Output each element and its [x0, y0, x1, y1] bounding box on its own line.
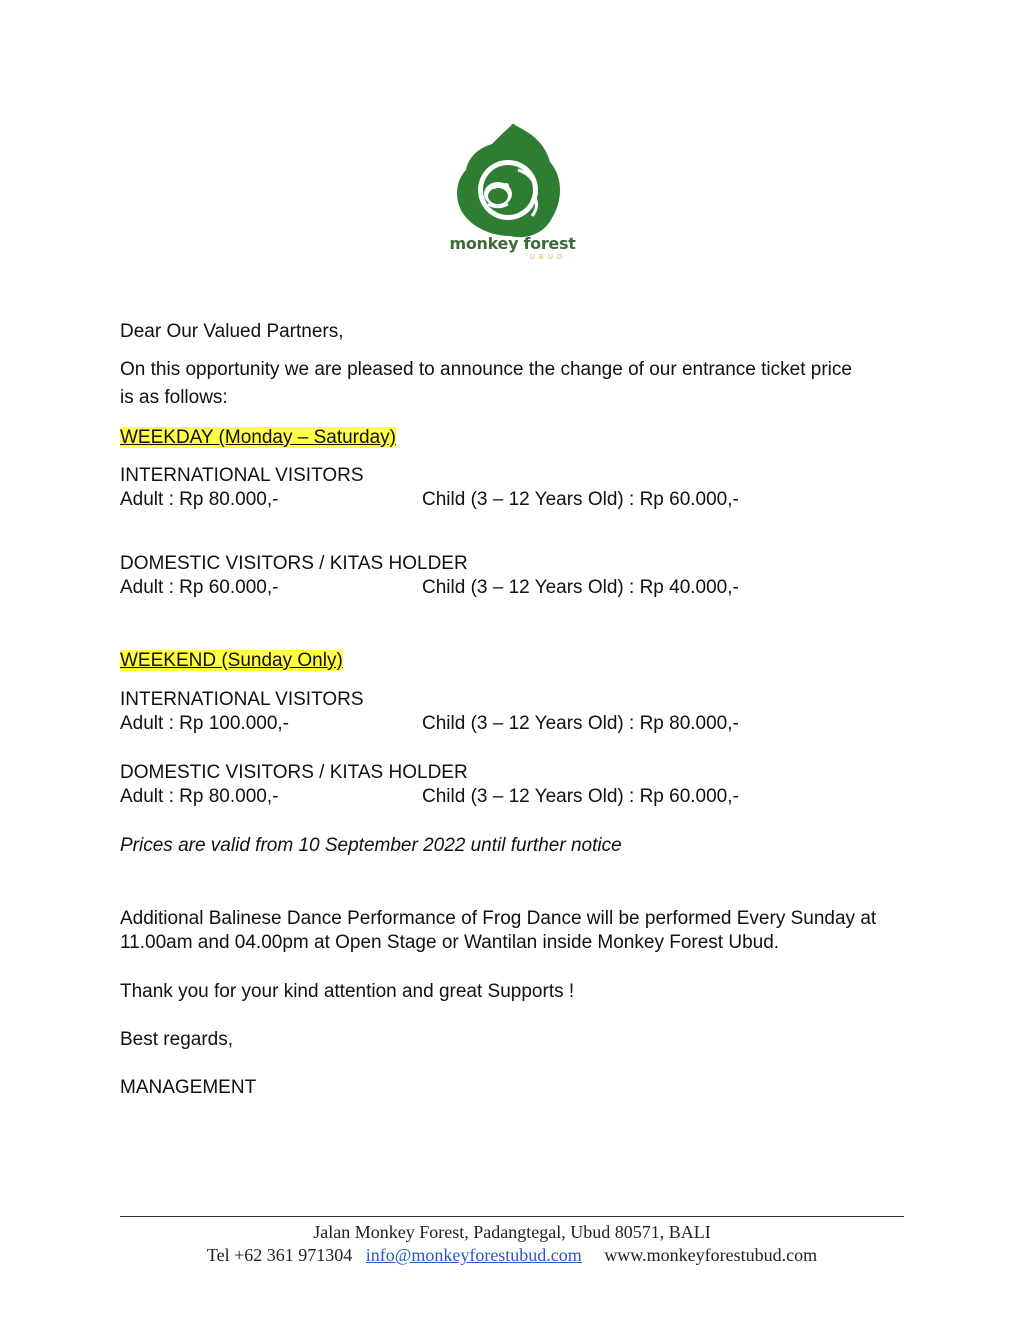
weekend-international-adult: Adult : Rp 100.000,- [120, 713, 289, 734]
weekday-domestic-title: DOMESTIC VISITORS / KITAS HOLDER [120, 553, 468, 574]
closing: Best regards, [120, 1029, 233, 1050]
weekday-heading-text: WEEKDAY (Monday – Saturday) [120, 427, 396, 448]
weekday-international-child: Child (3 – 12 Years Old) : Rp 60.000,- [422, 489, 739, 510]
weekday-domestic-child: Child (3 – 12 Years Old) : Rp 40.000,- [422, 577, 739, 598]
thanks-line: Thank you for your kind attention and great Supports ! [120, 981, 575, 1002]
footer-email-link[interactable]: info@monkeyforestubud.com [365, 1245, 582, 1265]
weekend-domestic-title: DOMESTIC VISITORS / KITAS HOLDER [120, 762, 468, 783]
weekend-heading [120, 649, 343, 673]
intro-line-2: is as follows: [120, 387, 228, 408]
weekend-domestic-adult: Adult : Rp 80.000,- [120, 786, 279, 807]
weekday-domestic-adult: Adult : Rp 60.000,- [120, 577, 279, 598]
weekday-heading [120, 426, 396, 450]
validity-note: Prices are valid from 10 September 2022 until further notice [120, 835, 622, 856]
dance-line-1: Additional Balinese Dance Performance of Frog Dance will be performed Every Sunday at [120, 908, 877, 929]
greeting: Dear Our Valued Partners, [120, 321, 344, 342]
weekend-heading-text: WEEKEND (Sunday Only) [120, 650, 343, 671]
weekday-international-title: INTERNATIONAL VISITORS [120, 465, 364, 486]
intro-line-1: On this opportunity we are pleased to announce the change of our entrance ticket price [120, 359, 852, 380]
footer-address: Jalan Monkey Forest, Padangtegal, Ubud 80571, BALI [313, 1222, 711, 1242]
footer-divider [120, 1216, 904, 1217]
weekend-international-title: INTERNATIONAL VISITORS [120, 689, 364, 710]
brand-name: monkey forest [449, 234, 576, 253]
dance-line-2: 11.00am and 04.00pm at Open Stage or Wantilan inside Monkey Forest Ubud. [120, 932, 780, 953]
weekend-international-child: Child (3 – 12 Years Old) : Rp 80.000,- [422, 713, 739, 734]
brand-subtitle: UBUD [530, 253, 567, 261]
footer-contact [120, 1244, 904, 1266]
footer-tel: Tel +62 361 971304 [206, 1245, 353, 1265]
weekday-international-adult: Adult : Rp 80.000,- [120, 489, 279, 510]
signature: MANAGEMENT [120, 1077, 257, 1098]
weekend-domestic-child: Child (3 – 12 Years Old) : Rp 60.000,- [422, 786, 739, 807]
footer-website[interactable]: www.monkeyforestubud.com [604, 1245, 818, 1265]
